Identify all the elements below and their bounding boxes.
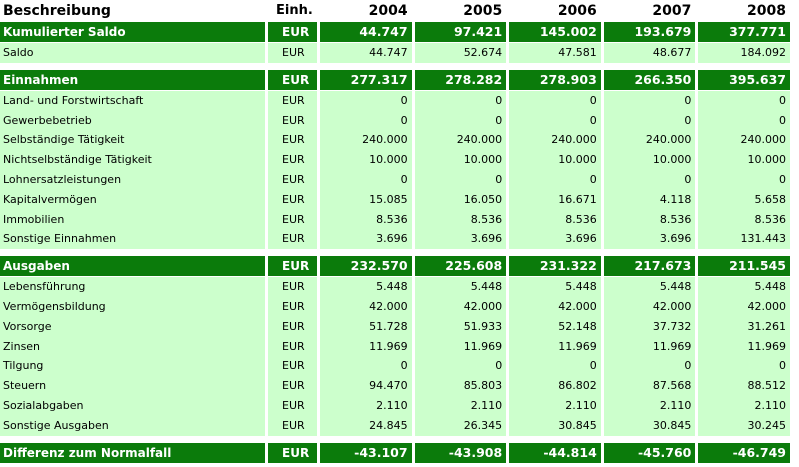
section-gap-cell (0, 249, 793, 256)
summary-row-ausgaben (0, 256, 793, 277)
row-value: -43.107 (320, 443, 415, 464)
row-value: 5.448 (698, 277, 793, 297)
row-value: 2.110 (415, 396, 510, 416)
row-value: 5.448 (509, 277, 604, 297)
row-value: 3.696 (320, 229, 415, 249)
row-value: 240.000 (415, 130, 510, 150)
row-value: 231.322 (509, 256, 604, 277)
row-value: 395.637 (698, 70, 793, 91)
row-value: 0 (509, 356, 604, 376)
row-unit: EUR (268, 190, 320, 210)
row-value: 131.443 (698, 229, 793, 249)
row-value: 2.110 (698, 396, 793, 416)
section-gap (0, 436, 793, 443)
row-value: 2.110 (604, 396, 699, 416)
row-label: Lebensführung (0, 277, 268, 297)
row-unit: EUR (268, 229, 320, 249)
row-label: Differenz zum Normalfall (0, 443, 268, 464)
row-label: Vorsorge (0, 317, 268, 337)
row-label: Saldo (0, 43, 268, 63)
row-value: 97.421 (415, 22, 510, 43)
row-value: 42.000 (698, 297, 793, 317)
table-row (0, 190, 793, 210)
table-row (0, 130, 793, 150)
row-label: Sozialabgaben (0, 396, 268, 416)
table-body (0, 22, 793, 464)
row-label: Sonstige Ausgaben (0, 416, 268, 436)
table-row (0, 337, 793, 357)
row-value: 0 (320, 111, 415, 131)
header-year: 2006 (509, 0, 604, 22)
row-unit: EUR (268, 70, 320, 91)
header-unit: Einh. (268, 0, 320, 22)
row-value: 0 (698, 170, 793, 190)
row-value: 11.969 (320, 337, 415, 357)
header-row (0, 0, 793, 22)
row-value: 3.696 (604, 229, 699, 249)
table-row (0, 170, 793, 190)
row-value: 42.000 (415, 297, 510, 317)
section-gap (0, 249, 793, 256)
row-value: 377.771 (698, 22, 793, 43)
row-value: 44.747 (320, 43, 415, 63)
row-value: 48.677 (604, 43, 699, 63)
row-value: 52.674 (415, 43, 510, 63)
row-value: 30.845 (604, 416, 699, 436)
row-value: 11.969 (698, 337, 793, 357)
row-value: 42.000 (604, 297, 699, 317)
table-row (0, 317, 793, 337)
row-value: 85.803 (415, 376, 510, 396)
table-row (0, 210, 793, 230)
row-value: 193.679 (604, 22, 699, 43)
row-value: 145.002 (509, 22, 604, 43)
row-value: 232.570 (320, 256, 415, 277)
row-value: 0 (509, 111, 604, 131)
table-row (0, 376, 793, 396)
row-unit: EUR (268, 356, 320, 376)
row-value: 11.969 (415, 337, 510, 357)
row-value: 10.000 (320, 150, 415, 170)
row-value: 8.536 (509, 210, 604, 230)
row-label: Lohnersatzleistungen (0, 170, 268, 190)
row-unit: EUR (268, 337, 320, 357)
row-label: Gewerbebetrieb (0, 111, 268, 131)
row-value: 266.350 (604, 70, 699, 91)
row-value: 0 (415, 356, 510, 376)
row-value: 0 (415, 91, 510, 111)
row-value: 8.536 (604, 210, 699, 230)
row-label: Tilgung (0, 356, 268, 376)
row-value: 0 (415, 111, 510, 131)
row-value: 0 (604, 111, 699, 131)
row-unit: EUR (268, 297, 320, 317)
row-value: 2.110 (320, 396, 415, 416)
row-value: 3.696 (509, 229, 604, 249)
row-value: 217.673 (604, 256, 699, 277)
row-label: Kapitalvermögen (0, 190, 268, 210)
row-value: 225.608 (415, 256, 510, 277)
row-unit: EUR (268, 256, 320, 277)
row-value: -45.760 (604, 443, 699, 464)
row-value: 44.747 (320, 22, 415, 43)
row-value: 278.282 (415, 70, 510, 91)
row-unit: EUR (268, 376, 320, 396)
section-gap (0, 63, 793, 70)
table-row (0, 356, 793, 376)
table-row (0, 91, 793, 111)
row-value: 51.728 (320, 317, 415, 337)
row-value: 52.148 (509, 317, 604, 337)
summary-row-differenz (0, 443, 793, 464)
row-label: Zinsen (0, 337, 268, 357)
row-value: 3.696 (415, 229, 510, 249)
row-value: 10.000 (509, 150, 604, 170)
row-value: 240.000 (509, 130, 604, 150)
section-gap-cell (0, 436, 793, 443)
row-unit: EUR (268, 91, 320, 111)
row-value: 8.536 (415, 210, 510, 230)
row-unit: EUR (268, 210, 320, 230)
row-value: 94.470 (320, 376, 415, 396)
row-label: Ausgaben (0, 256, 268, 277)
row-label: Immobilien (0, 210, 268, 230)
row-value: 0 (604, 356, 699, 376)
row-value: 15.085 (320, 190, 415, 210)
header-year: 2005 (415, 0, 510, 22)
row-value: 0 (698, 356, 793, 376)
row-unit: EUR (268, 317, 320, 337)
row-value: 240.000 (320, 130, 415, 150)
table-row (0, 43, 793, 63)
row-value: 240.000 (698, 130, 793, 150)
row-value: 8.536 (320, 210, 415, 230)
table-row (0, 277, 793, 297)
row-unit: EUR (268, 416, 320, 436)
row-unit: EUR (268, 43, 320, 63)
row-value: 87.568 (604, 376, 699, 396)
row-label: Steuern (0, 376, 268, 396)
row-unit: EUR (268, 22, 320, 43)
row-value: 11.969 (509, 337, 604, 357)
header-year: 2007 (604, 0, 699, 22)
summary-row-kumuliert (0, 22, 793, 43)
row-unit: EUR (268, 150, 320, 170)
row-label: Selbständige Tätigkeit (0, 130, 268, 150)
row-value: 42.000 (509, 297, 604, 317)
row-value: 0 (604, 170, 699, 190)
row-value: 47.581 (509, 43, 604, 63)
row-unit: EUR (268, 277, 320, 297)
row-unit: EUR (268, 396, 320, 416)
row-value: 11.969 (604, 337, 699, 357)
row-value: 0 (415, 170, 510, 190)
table-row (0, 297, 793, 317)
header-year: 2008 (698, 0, 793, 22)
row-value: 277.317 (320, 70, 415, 91)
row-value: 5.448 (604, 277, 699, 297)
row-value: 240.000 (604, 130, 699, 150)
row-value: -46.749 (698, 443, 793, 464)
row-value: 0 (509, 91, 604, 111)
row-value: 8.536 (698, 210, 793, 230)
row-value: 0 (320, 170, 415, 190)
row-value: 51.933 (415, 317, 510, 337)
row-value: 88.512 (698, 376, 793, 396)
row-value: 0 (320, 356, 415, 376)
row-value: 86.802 (509, 376, 604, 396)
row-unit: EUR (268, 130, 320, 150)
row-value: 10.000 (604, 150, 699, 170)
row-value: -44.814 (509, 443, 604, 464)
row-label: Kumulierter Saldo (0, 22, 268, 43)
summary-row-einnahmen (0, 70, 793, 91)
row-value: 24.845 (320, 416, 415, 436)
table-row (0, 416, 793, 436)
row-value: 16.671 (509, 190, 604, 210)
row-value: 16.050 (415, 190, 510, 210)
row-value: 5.448 (415, 277, 510, 297)
row-value: 30.245 (698, 416, 793, 436)
row-value: 30.845 (509, 416, 604, 436)
row-value: 0 (320, 91, 415, 111)
row-label: Nichtselbständige Tätigkeit (0, 150, 268, 170)
row-value: 0 (604, 91, 699, 111)
row-value: 278.903 (509, 70, 604, 91)
row-value: 4.118 (604, 190, 699, 210)
row-value: 10.000 (415, 150, 510, 170)
row-unit: EUR (268, 111, 320, 131)
row-value: 42.000 (320, 297, 415, 317)
row-value: 37.732 (604, 317, 699, 337)
section-gap-cell (0, 63, 793, 70)
row-value: 26.345 (415, 416, 510, 436)
table-row (0, 150, 793, 170)
row-value: -43.908 (415, 443, 510, 464)
row-value: 0 (698, 111, 793, 131)
row-unit: EUR (268, 170, 320, 190)
header-description: Beschreibung (0, 0, 268, 22)
table-row (0, 229, 793, 249)
row-value: 211.545 (698, 256, 793, 277)
row-value: 0 (509, 170, 604, 190)
row-value: 0 (698, 91, 793, 111)
row-label: Land- und Forstwirtschaft (0, 91, 268, 111)
row-label: Vermögensbildung (0, 297, 268, 317)
row-label: Einnahmen (0, 70, 268, 91)
row-value: 31.261 (698, 317, 793, 337)
table-row (0, 396, 793, 416)
row-value: 10.000 (698, 150, 793, 170)
row-unit: EUR (268, 443, 320, 464)
row-value: 2.110 (509, 396, 604, 416)
table-row (0, 111, 793, 131)
header-year: 2004 (320, 0, 415, 22)
row-value: 184.092 (698, 43, 793, 63)
row-value: 5.448 (320, 277, 415, 297)
row-value: 5.658 (698, 190, 793, 210)
row-label: Sonstige Einnahmen (0, 229, 268, 249)
